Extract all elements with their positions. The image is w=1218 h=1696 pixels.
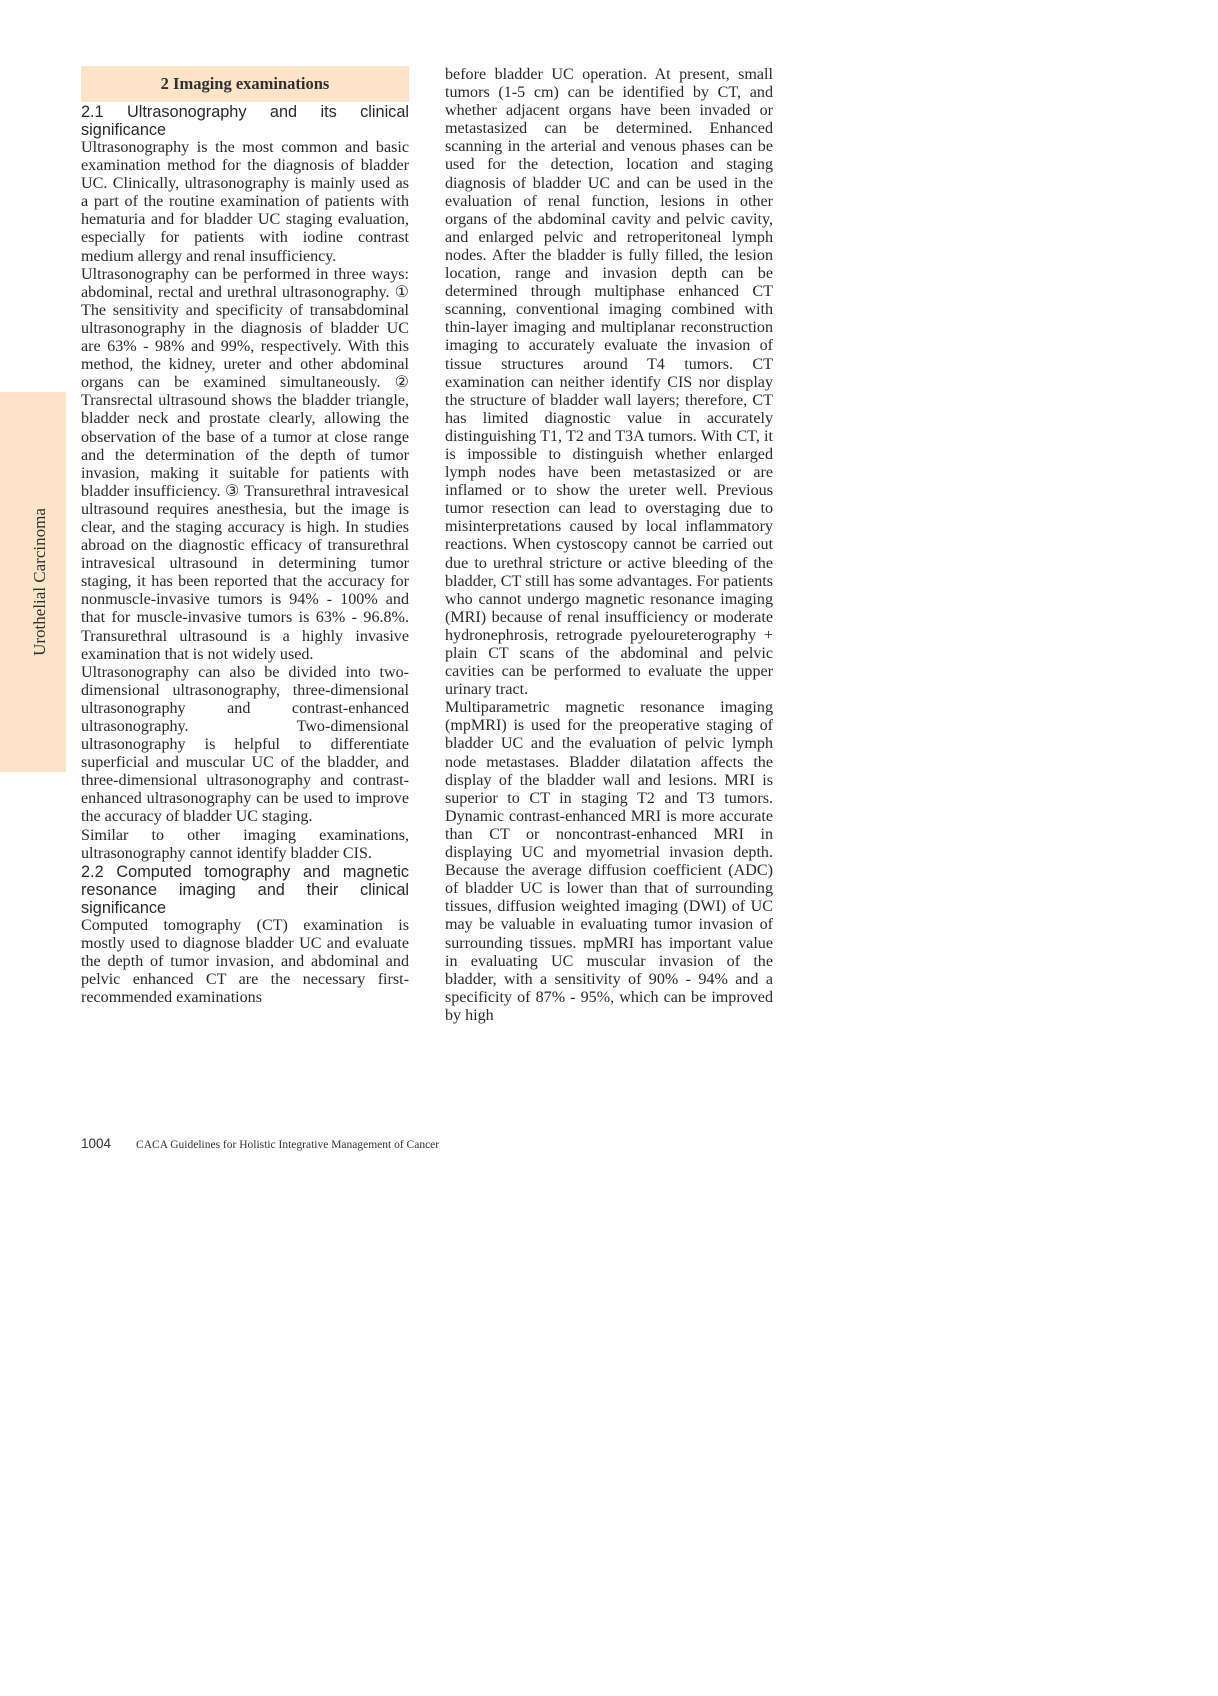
subsection-title-ultrasonography: 2.1 Ultrasonography and its clinical significance: [81, 103, 409, 139]
page-number: 1004: [81, 1136, 112, 1151]
paragraph: before bladder UC operation. At present, small tumors (1-5 cm) can be identified by CT, and whether adjacent organs have been invaded or metastasized can be determined. Enhanced scanning in the arterial and venous phases can be used for the detection, location and staging diagnosis of bladder UC and can be used in the evaluation of renal function, lesions in other organs of the abdominal cavity and pelvic cavity, and enlarged pelvic and retroperitoneal lymph nodes. After the bladder is fully filled, the lesion location, range and invasion depth can be determined through multiphase enhanced CT scanning, conventional imaging combined with thin-layer imaging and multiplanar reconstruction imaging to accurately evaluate the invasion of tissue structures around T4 tumors. CT examination can neither identify CIS nor display the structure of bladder wall layers; therefore, CT has limited diagnostic value in accurately distinguishing T1, T2 and T3A tumors. With CT, it is impossible to distinguish whether enlarged lymph nodes have been metastasized or are inflamed or to show the ureter well. Previous tumor resection can lead to overstaging due to misinterpretations caused by local inflammatory reactions. When cystoscopy cannot be carried out due to urethral stricture or active bleeding of the bladder, CT still has some advantages. For patients who cannot undergo magnetic resonance imaging (MRI) because of renal insufficiency or moderate hydronephrosis, retrograde pyeloureterography + plain CT scans of the abdominal and pelvic cavities can be performed to evaluate the upper urinary tract.: [445, 66, 773, 699]
paragraph: Ultrasonography is the most common and basic examination method for the diagnosis of bladder UC. Clinically, ultrasonography is mainly used as a part of the routine examination of patients with hematuria and for bladder UC staging evaluation, especially for patients with iodine contrast medium allergy and renal insufficiency.: [81, 139, 409, 265]
paragraph: Multiparametric magnetic resonance imaging (mpMRI) is used for the preoperative staging of bladder UC and the evaluation of pelvic lymph node metastases. Bladder dilatation affects the display of the bladder wall and lesions. MRI is superior to CT in staging T2 and T3 tumors. Dynamic contrast-enhanced MRI is more accurate than CT or noncontrast-enhanced MRI in displaying UC and myometrial invasion depth. Because the average diffusion coefficient (ADC) of bladder UC is lower than that of surrounding tissues, diffusion weighted imaging (DWI) of UC may be valuable in evaluating tumor invasion of surrounding tissues. mpMRI has important value in evaluating UC muscular invasion of the bladder, with a sensitivity of 90% - 94% and a specificity of 87% - 95%, which can be improved by high: [445, 699, 773, 1024]
paragraph: Similar to other imaging examinations, ultrasonography cannot identify bladder CIS.: [81, 826, 409, 862]
section-title: 2 Imaging examinations: [81, 66, 409, 102]
side-tab-label: Urothelial Carcinoma: [30, 508, 49, 656]
paragraph: Ultrasonography can also be divided into two-dimensional ultrasonography, three-dimensional ultrasonography and contrast-enhanced ultrasonography. Two-dimensional ultrasonography is helpful to differentiate superficial and muscular UC of the bladder, and three-dimensional ultrasonography and contrast-enhanced ultrasonography can be used to improve the accuracy of bladder UC staging.: [81, 663, 409, 826]
right-column: [445, 66, 773, 1025]
paragraph: Ultrasonography can be performed in three ways: abdominal, rectal and urethral ultrasonography. ① The sensitivity and specificity of transabdominal ultrasonography in the diagnosis of bladder UC are 63% - 98% and 99%, respectively. With this method, the kidney, ureter and other abdominal organs can be examined simultaneously. ② Transrectal ultrasound shows the bladder triangle, bladder neck and prostate clearly, allowing the observation of the base of a tumor at close range and the determination of the depth of tumor invasion, making it suitable for patients with bladder insufficiency. ③ Transurethral intravesical ultrasound requires anesthesia, but the image is clear, and the staging accuracy is high. In studies abroad on the diagnostic efficacy of transurethral intravesical ultrasound in determining tumor staging, it has been reported that the accuracy for nonmuscle-invasive tumors is 94% - 100% and that for muscle-invasive tumors is 63% - 96.8%. Transurethral ultrasound is a highly invasive examination that is not widely used.: [81, 265, 409, 663]
running-title: CACA Guidelines for Holistic Integrative Management of Cancer: [136, 1139, 440, 1151]
left-column: [81, 66, 409, 1007]
paragraph: Computed tomography (CT) examination is mostly used to diagnose bladder UC and evaluate the depth of tumor invasion, and abdominal and pelvic enhanced CT are the necessary first-recommended examinations: [81, 916, 409, 1007]
subsection-title-ct-mri: 2.2 Computed tomography and magnetic resonance imaging and their clinical significance: [81, 862, 409, 917]
page-footer: [81, 1136, 439, 1152]
